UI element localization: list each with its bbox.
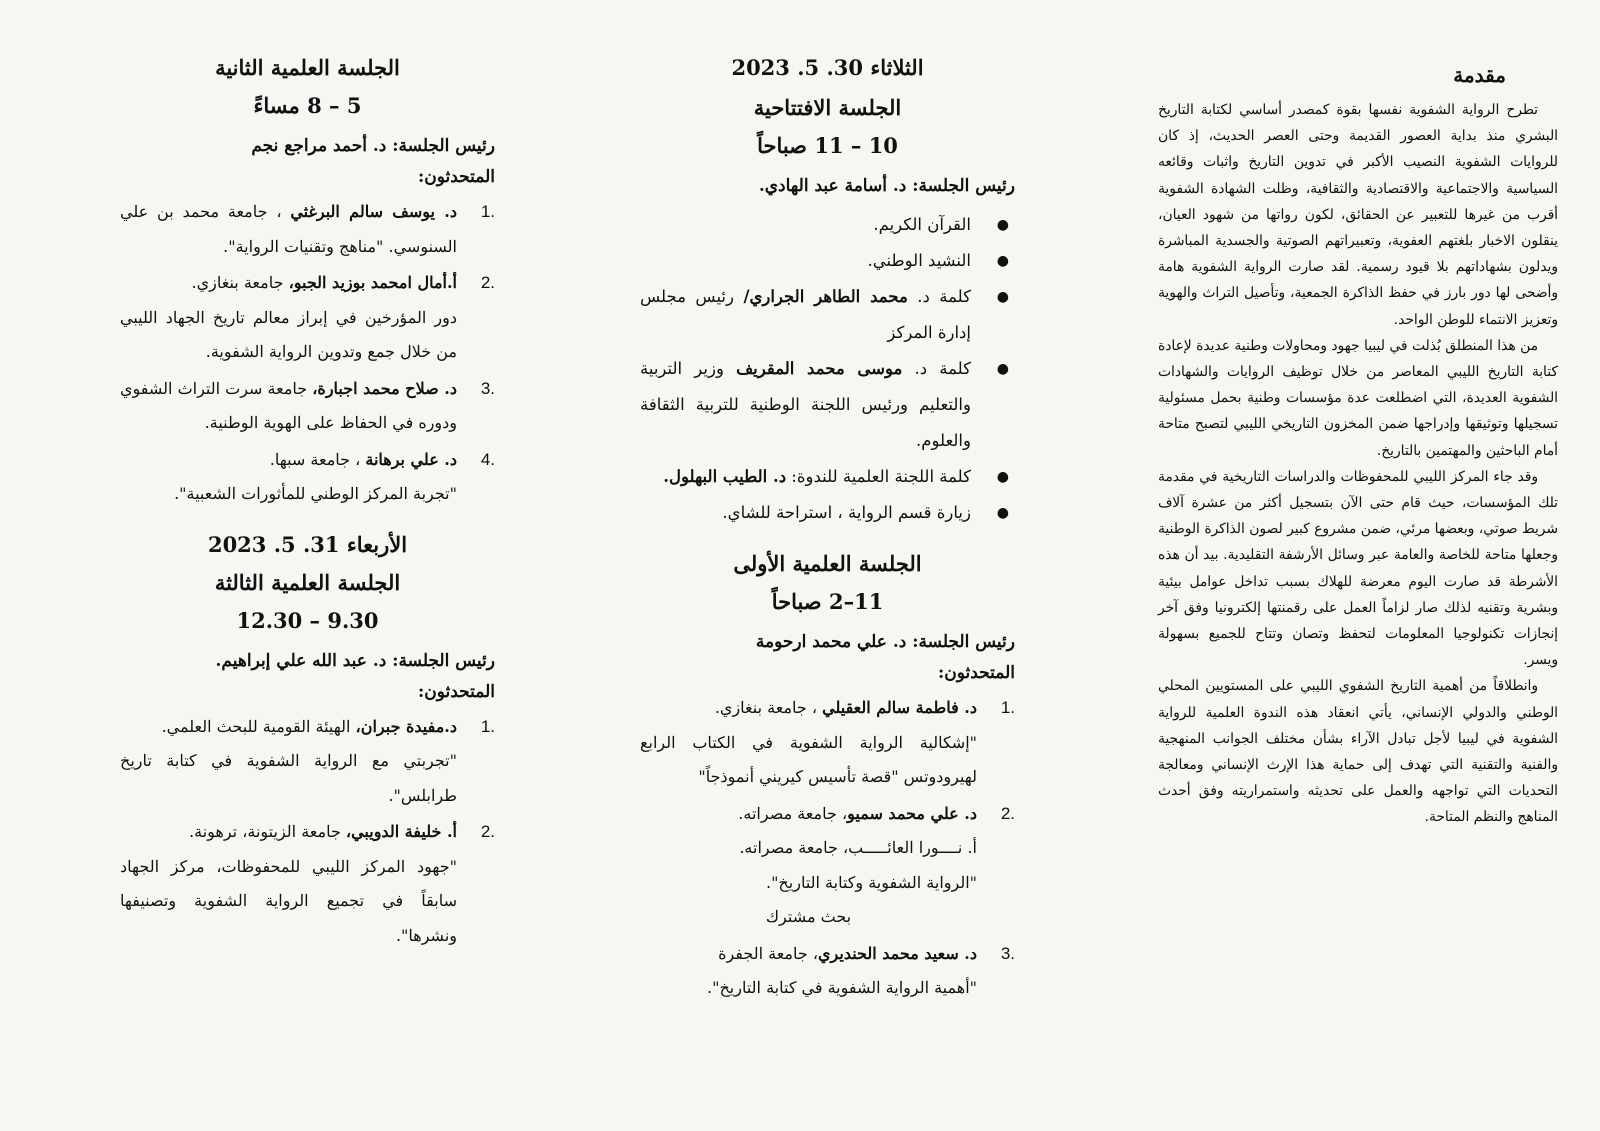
bullet-icon: ● bbox=[996, 469, 1009, 485]
bullet-icon: ● bbox=[996, 253, 1009, 269]
speaker-item: 2. أ.أمال امحمد بوزيد الجبو، جامعة بنغازي. دور المؤرخين في إبراز معالم تاريخ الجهاد الليبي من خلال جمع وتدوين الرواية الشفوية. bbox=[120, 273, 495, 361]
day2-date: الأربعاء 31. 5. 2023 bbox=[207, 531, 408, 557]
session1-speakers bbox=[640, 691, 1015, 1006]
session3-title: الجلسة العلمية الثالثة bbox=[214, 569, 401, 595]
session1-chair: رئيس الجلسة: د. علي محمد ارحومة bbox=[755, 632, 1015, 652]
agenda-item: ● النشيد الوطني. bbox=[640, 243, 971, 279]
speaker-item: 1. د. فاطمة سالم العقيلي ، جامعة بنغازي. "إشكالية الرواية الشفوية في الكتاب الرابع لهيرودوتس "قصة تأسيس كيريني أنموذجاً" bbox=[640, 698, 1015, 786]
speaker-item: 4. د. علي برهانة ، جامعة سبها. "تجربة المركز الوطني للمأثورات الشعبية". bbox=[174, 449, 495, 503]
speaker-item: 2. أ. خليفة الدويبي، جامعة الزيتونة، ترهونة. "جهود المركز الليبي للمحفوظات، مركز الجهاد سابقاً في تجميع الرواية الشفوية وتصنيفها ونشرها". bbox=[120, 822, 495, 945]
intro-paragraph-4: وانطلاقاً من أهمية التاريخ الشفوي الليبي على المستويين المحلي الوطني والدولي الإنساني، يأتي انعقاد هذه الندوة العلمية للرواية الشفوية في ليبيا لأجل تبادل الآراء بشأن مختلف الجوانب المنهجية والفنية والتقنية التي تهدف إلى حماية هذا الإرث الإنساني ومعالجة التحديات التي تواجهه والعمل على تحديثه واستمراريته وفق أحدث المناهج والنظم المتاحة. bbox=[1158, 678, 1558, 826]
session3-chair: رئيس الجلسة: د. عبد الله علي إبراهيم. bbox=[215, 650, 495, 671]
bullet-icon: ● bbox=[996, 361, 1009, 377]
session2-chair: رئيس الجلسة: د. أحمد مراجع نجم bbox=[251, 136, 495, 156]
agenda-item: ● كلمة اللجنة العلمية للندوة: د. الطيب البهلول. bbox=[640, 459, 971, 495]
opening-session-chair: رئيس الجلسة: د. أسامة عبد الهادي. bbox=[758, 176, 1015, 196]
session3-time: 9.30 – 12.30 bbox=[236, 607, 379, 633]
agenda-item: ● كلمة د. محمد الطاهر الجراري/ رئيس مجلس إدارة المركز bbox=[640, 279, 971, 351]
bullet-icon: ● bbox=[996, 217, 1009, 233]
session2-speakers bbox=[120, 195, 495, 512]
intro-paragraph-3: وقد جاء المركز الليبي للمحفوظات والدراسات التاريخية في مقدمة تلك المؤسسات، حيث قام حتى الآن بتسجيل أكثر من عشرة آلاف شريط صوتي، وبعضها مرئي، ضمن مشروع كبير لصون الذاكرة الوطنية وجعلها متاحة للخاصة والعامة عبر وسائل الأرشفة التقليدية. بيد أن هذه الأشرطة قد صارت اليوم معرضة للهلاك بسبب تداخل عوامل بيئية وبشرية وتقنيه لذلك صار لزاماً العمل على رقمنتها إلكترونيا وفق آخر إنجازات تكنولوجيا المعلومات لتحفظ وتصان وتتاح للجميع بسهولة ويسر. bbox=[1158, 468, 1558, 669]
opening-agenda-list bbox=[640, 207, 1015, 531]
speaker-item: 1. د.مفيدة جبران، الهيئة القومية للبحث العلمي. "تجربتي مع الرواية الشفوية في كتابة تاريخ طرابلس". bbox=[120, 716, 495, 805]
session2-title: الجلسة العلمية الثانية bbox=[215, 55, 400, 80]
session3-speakers-label: المتحدثون: bbox=[417, 681, 495, 702]
opening-session-title: الجلسة الافتتاحية bbox=[753, 95, 902, 120]
day2-column bbox=[120, 55, 495, 955]
session2-time: 5 – 8 مساءً bbox=[253, 93, 362, 118]
session3-speakers bbox=[120, 710, 495, 954]
speaker-item: 3. د. سعيد محمد الحنديري، جامعة الجفرة "أهمية الرواية الشفوية في كتابة التاريخ". bbox=[707, 943, 1015, 997]
session1-title: الجلسة العلمية الأولى bbox=[733, 551, 922, 576]
day1-date: الثلاثاء 30. 5. 2023 bbox=[731, 55, 924, 80]
intro-paragraph-2: من هذا المنطلق بُذلت في ليبيا جهود ومحاولات وطنية عديدة لإعادة كتابة التاريخ الليبي المعاصر من خلال توظيف الروايات والشهادات الشفوية العديدة، التي اضطلعت عدة مؤسسات وطنية بحمل مسئولية تسجيلها وتوثيقها وإدراجها ضمن المخزون التاريخي الليبي لتصبح متاحة أمام الباحثين والمهتمين بالتاريخ. bbox=[1158, 337, 1558, 459]
session1-speakers-label: المتحدثون: bbox=[937, 663, 1015, 683]
intro-paragraph-1: تطرح الرواية الشفوية نفسها بقوة كمصدر أساسي لكتابة التاريخ البشري منذ بداية العصور القديمة وحتى العصر الحديث، إذ كان للروايات الشفوية النصيب الأكبر في تدوين التاريخ واثبات وقائعه السياسية والاجتماعية والاقتصادية والثقافية، وظلت الشهادة الشفوية أقرب من غيرها للتعبير عن الحقائق، لكون رواتها من شهود العيان، ينقلون الاخبار بلغتهم العفوية، وتعبيراتهم الصوتية والجسدية المباشرة ويدلون بشهاداتهم بلا قيود رسمية. لقد صارت الرواية الشفوية هامة وأضحى لها دور بارز في حفظ الذاكرة الجمعية، وتأصيل التراث والهوية وتعزيز الانتماء للوطن الواحد. bbox=[1158, 102, 1558, 328]
intro-column bbox=[1158, 55, 1558, 831]
speaker-item: 1. د. يوسف سالم البرغثي ، جامعة محمد بن علي السنوسي. "مناهج وتقنيات الرواية". bbox=[120, 202, 495, 256]
session1-time: 11–2 صباحاً bbox=[771, 589, 884, 614]
day1-column bbox=[640, 55, 1015, 1008]
intro-title: مقدمة bbox=[1453, 63, 1506, 87]
agenda-item: ● زيارة قسم الرواية ، استراحة للشاي. bbox=[640, 495, 971, 531]
bullet-icon: ● bbox=[996, 505, 1009, 521]
agenda-item: ● كلمة د. موسى محمد المقريف وزير التربية والتعليم ورئيس اللجنة الوطنية للتربية الثقافة والعلوم. bbox=[640, 351, 971, 459]
session2-speakers-label: المتحدثون: bbox=[417, 167, 495, 187]
agenda-item: ● القرآن الكريم. bbox=[640, 207, 971, 243]
bullet-icon: ● bbox=[996, 289, 1009, 305]
opening-session-time: 10 – 11 صباحاً bbox=[757, 133, 898, 158]
speaker-item: 3. د. صلاح محمد اجبارة، جامعة سرت التراث الشفوي ودوره في الحفاظ على الهوية الوطنية. bbox=[120, 378, 495, 432]
speaker-item: 2. د. علي محمد سميو، جامعة مصراته. أ. نــــورا العائـــــب، جامعة مصراته. "الرواية الشفوية وكتابة التاريخ". بحث مشترك bbox=[738, 803, 1015, 926]
